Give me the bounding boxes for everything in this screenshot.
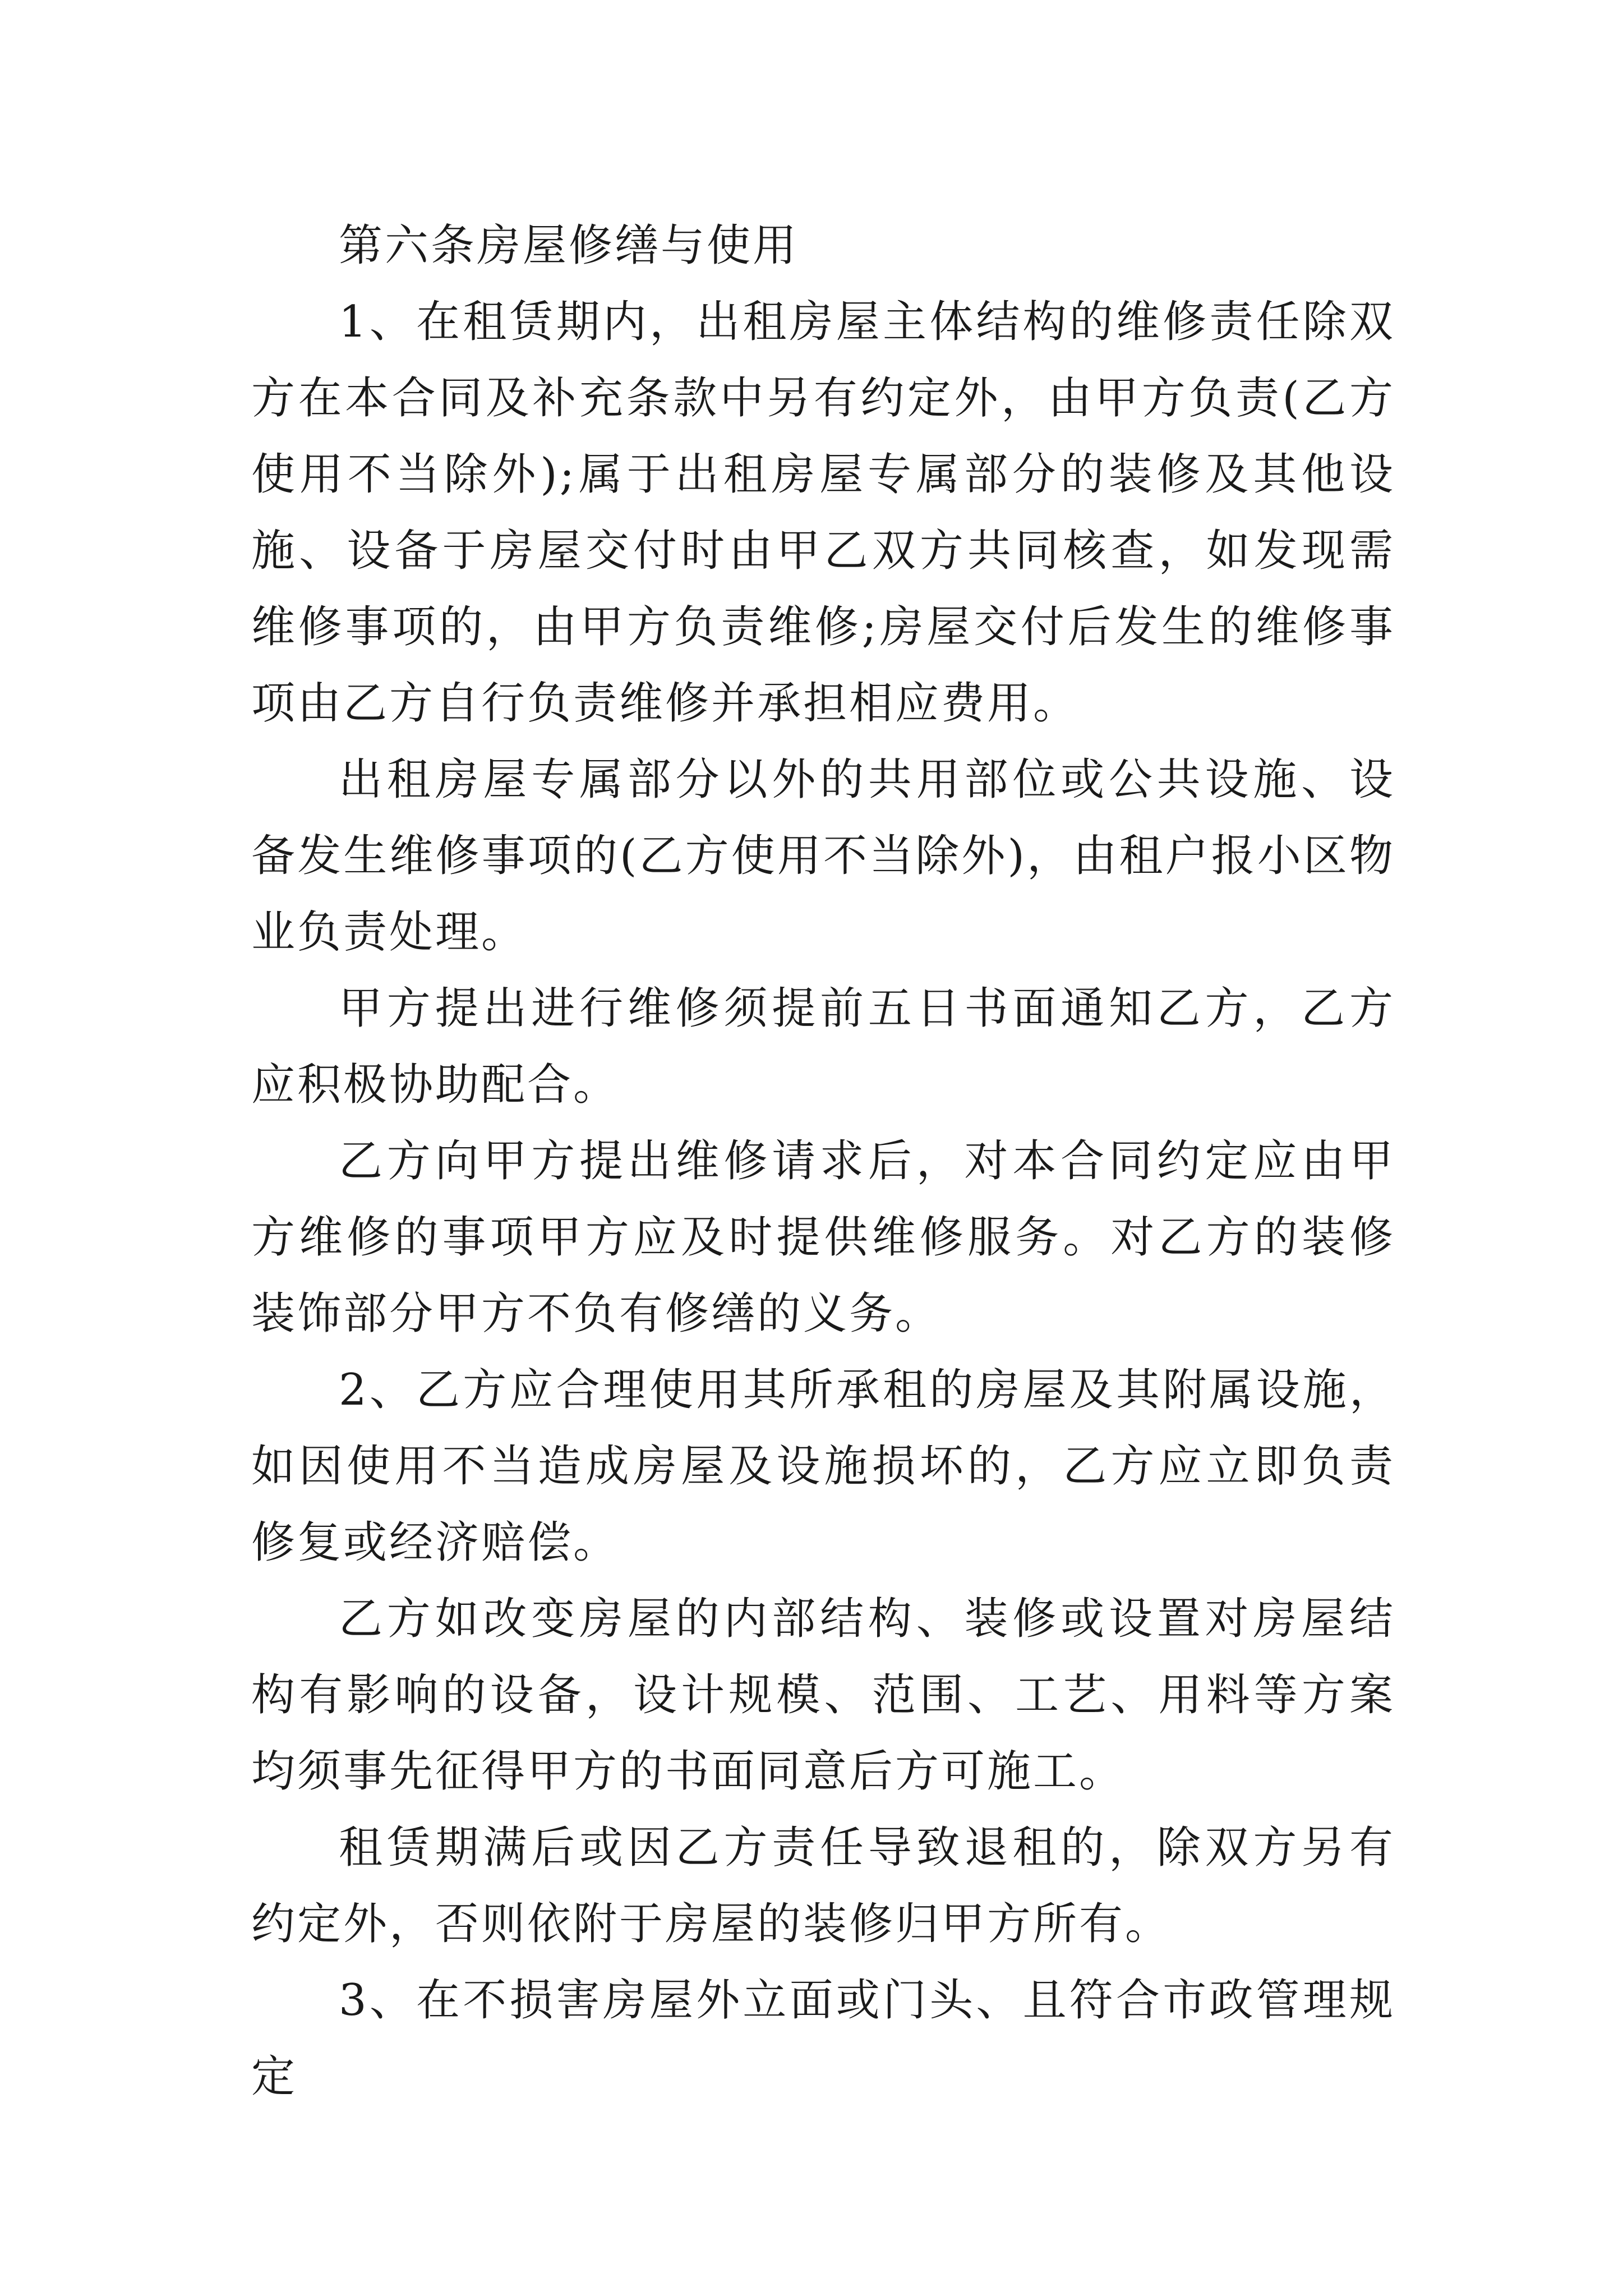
paragraph-3: 甲方提出进行维修须提前五日书面通知乙方，乙方应积极协助配合。: [251, 983, 1395, 1110]
section-heading: 第六条房屋修缮与使用: [339, 220, 799, 271]
paragraph-2: 出租房屋专属部分以外的共用部位或公共设施、设备发生维修事项的(乙方使用不当除外)，由租户报小区物业负责处理。: [251, 754, 1395, 958]
document-body: [251, 208, 1395, 2115]
paragraph-4: 乙方向甲方提出维修请求后，对本合同约定应由甲方维修的事项甲方应及时提供维修服务。对乙方的装修装饰部分甲方不负有修缮的义务。: [251, 1136, 1395, 1339]
paragraph-8: 3、在不损害房屋外立面或门头、且符合市政管理规定: [251, 1975, 1395, 2102]
paragraph-7: 租赁期满后或因乙方责任导致退租的，除双方另有约定外，否则依附于房屋的装修归甲方所有。: [251, 1823, 1395, 1949]
paragraph-5: 2、乙方应合理使用其所承租的房屋及其附属设施，如因使用不当造成房屋及设施损坏的，乙方应立即负责修复或经济赔偿。: [251, 1365, 1395, 1568]
paragraph-6: 乙方如改变房屋的内部结构、装修或设置对房屋结构有影响的设备，设计规模、范围、工艺、用料等方案均须事先征得甲方的书面同意后方可施工。: [251, 1594, 1395, 1797]
paragraph-1: 1、在租赁期内，出租房屋主体结构的维修责任除双方在本合同及补充条款中另有约定外，由甲方负责(乙方使用不当除外);属于出租房屋专属部分的装修及其他设施、设备于房屋交付时由甲乙双方共同核查，如发现需维修事项的，由甲方负责维修;房屋交付后发生的维修事项由乙方自行负责维修并承担相应费用。: [251, 297, 1395, 729]
